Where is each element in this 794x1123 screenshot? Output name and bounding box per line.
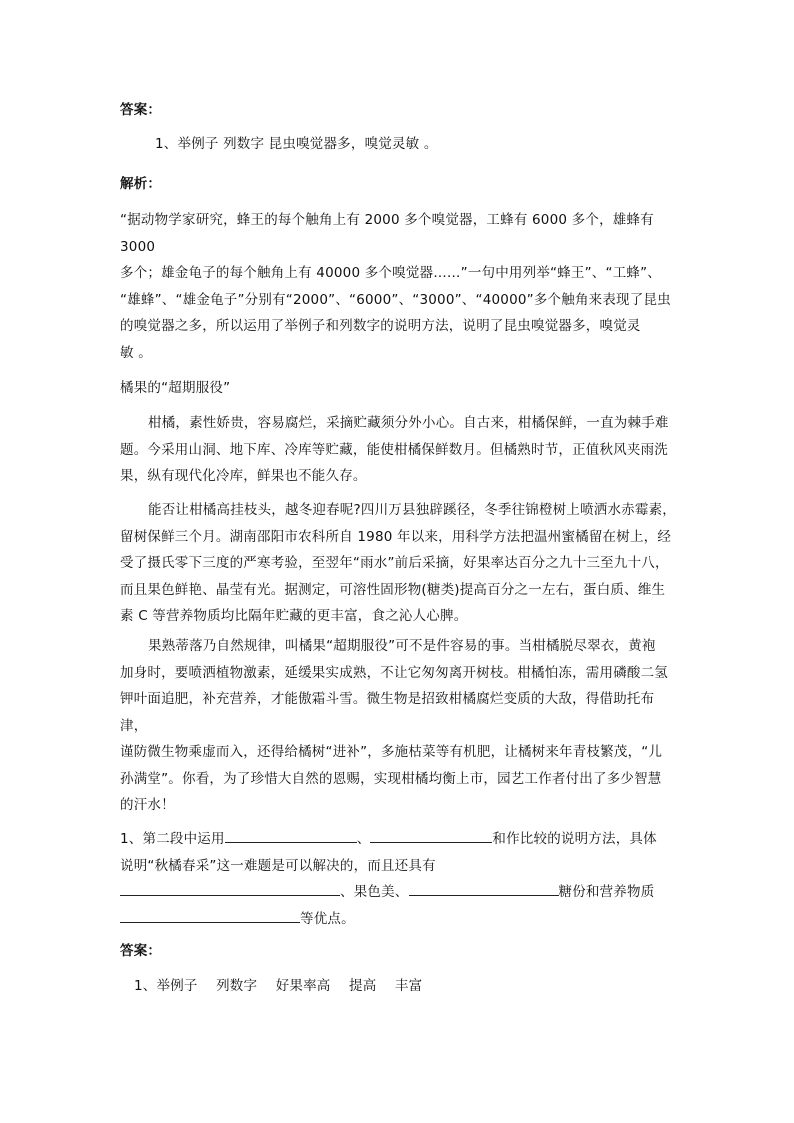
article-paragraph-3: [120, 633, 680, 819]
analysis-paragraph: [120, 207, 680, 366]
answer-item: 丰富: [394, 978, 423, 994]
paragraph-line: 素 C 等营养物质均比隔年贮藏的更丰富，食之沁人心脾。: [120, 608, 468, 624]
paragraph-line: 留树保鲜三个月。湖南邵阳市农科所自 1980 年以来，用科学方法把温州蜜橘留在树上，经: [120, 528, 672, 545]
answer-blank-4[interactable]: [409, 881, 559, 896]
analysis-line: “据动物学家研究，蜂王的每个触角上有 2000 多个嗅觉器，工蜂有 6000 多个，雄蜂有 3000: [120, 212, 654, 255]
paragraph-line: 柑橘，素性娇贵，容易腐烂，采摘贮藏须分外小心。自古来，柑橘保鲜，一直为棘手难: [148, 415, 669, 431]
question-1: [120, 826, 680, 932]
answer-item: 列数字: [216, 978, 258, 994]
question-text: 1、第二段中运用: [120, 831, 225, 847]
paragraph-line: 果熟蒂落乃自然规律，叫橘果“超期服役”可不是件容易的事。当柑橘脱尽翠衣，黄袍: [148, 638, 656, 654]
answer-line: 1、举例子 列数字 昆虫嗅觉器多，嗅觉灵敏 。: [155, 136, 438, 152]
paragraph-line: 而且果色鲜艳、晶莹有光。据测定，可溶性固形物(糖类)提高百分之一左右，蛋白质、维生: [120, 581, 666, 598]
answer-blank-2[interactable]: [370, 828, 492, 843]
paragraph-line: 孙满堂”。你看，为了珍惜大自然的恩赐，实现柑橘均衡上市，园艺工作者付出了多少智慧: [120, 770, 662, 787]
question-text: 糖份和营养物质: [558, 884, 655, 900]
answer-blank-5[interactable]: [120, 908, 300, 923]
answer-item: 好果率高: [275, 978, 331, 994]
analysis-heading: 解析：: [120, 176, 162, 192]
analysis-line: 的嗅觉器之多，所以运用了举例子和列数字的说明方法，说明了昆虫嗅觉器多，嗅觉灵: [120, 318, 641, 334]
question-line-1: [120, 826, 680, 853]
paragraph-line: 受了摄氏零下三度的严寒考验，至翌年“雨水”前后采摘，好果率达百分之九十三至九十八，: [120, 555, 669, 571]
question-text: 、果色美、: [340, 884, 409, 900]
question-text: 和作比较的说明方法，具体: [492, 831, 657, 847]
question-text: 、: [356, 831, 371, 847]
answer-row: [134, 973, 694, 1000]
paragraph-line: 的汗水！: [120, 797, 175, 813]
question-line-4: [120, 906, 680, 933]
answer-item: 1、举例子: [134, 978, 198, 994]
analysis-line: 敏 。: [120, 344, 152, 361]
question-line-2: 说明“秋橘春采”这一难题是可以解决的，而且还具有: [120, 857, 436, 874]
article-paragraph-1: [120, 410, 680, 490]
paragraph-line: 果，纵有现代化冷库，鲜果也不能久存。: [120, 468, 367, 484]
article-paragraph-2: [120, 497, 680, 630]
answer-blank-1[interactable]: [225, 828, 357, 843]
analysis-line: 多个；雄金龟子的每个触角上有 40000 多个嗅觉器……”一句中用列举“蜂王”、“工蜂”、: [120, 265, 661, 281]
paragraph-line: 加身时，要喷洒植物激素，延缓果实成熟，不让它匆匆离开树枝。柑橘怕冻，需用磷酸二氢: [120, 664, 668, 681]
paragraph-line: 能否让柑橘高挂枝头，越冬迎春呢?四川万县独辟蹊径，冬季往锦橙树上喷洒水赤霉素，: [148, 502, 676, 518]
answer-item: 提高: [349, 978, 377, 994]
question-text: 等优点。: [300, 910, 355, 927]
answer-heading-2: 答案：: [120, 943, 162, 959]
answer-blank-3[interactable]: [120, 881, 340, 896]
paragraph-line: 谨防微生物乘虚而入，还得给橘树“进补”，多施枯菜等有机肥，让橘树来年青枝繁茂，“儿: [120, 744, 663, 760]
paragraph-line: 钾叶面追肥，补充营养，才能傲霜斗雪。微生物是招致柑橘腐烂变质的大敌，得借助托布津，: [120, 691, 655, 734]
paragraph-line: 题。今采用山洞、地下库、冷库等贮藏，能使柑橘保鲜数月。但橘熟时节，正值秋风夹雨洗: [120, 441, 668, 458]
analysis-line: “雄蜂”、“雄金龟子”分别有“2000”、“6000”、“3000”、“40000”多个触角来表现了昆虫: [120, 291, 671, 308]
article-title: 橘果的“超期服役”: [120, 380, 231, 396]
answer-heading: 答案：: [120, 102, 162, 118]
question-line-3: [120, 879, 680, 906]
